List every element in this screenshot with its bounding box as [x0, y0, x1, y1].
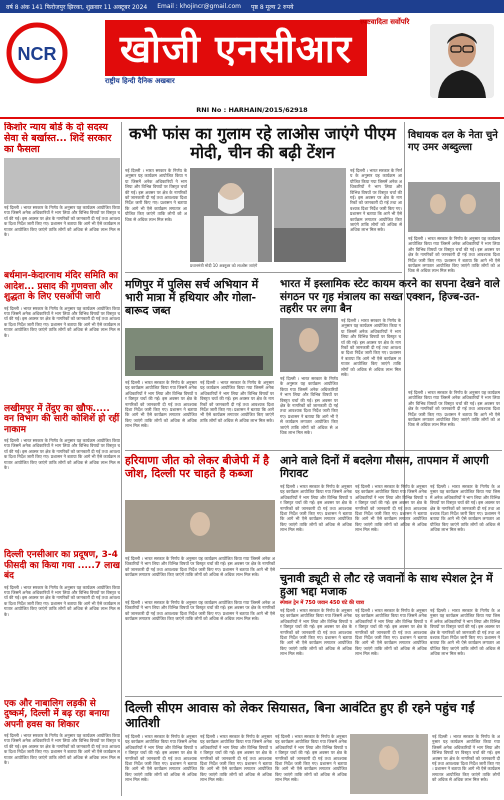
story2-headline: मणिपुर में पुलिस सर्च अभियान में भारी मात्रा में हथियार और गोला-बारूद जब्त: [125, 278, 259, 317]
left-headline-4: दिल्ली एनसीआर का प्रदूषण, 3-4 फीसदी का किया गया .....7 लाख बंद: [4, 550, 120, 581]
editor-photo: [430, 24, 494, 98]
lead-photo-2: [274, 168, 346, 262]
newspaper-title: खोजी एनसीआर: [105, 20, 367, 76]
right-headline: विधायक दल के नेता चुने गए उमर अब्दुल्ला: [408, 130, 498, 153]
news-photo: [4, 158, 120, 204]
lead-photo-modi: [190, 168, 272, 262]
story4-text: नई दिल्ली । भारत सरकार के निर्णय के अनुसार यह कार्यक्रम आयोजित किया गया जिसमें अनेक अधिकारियों ने भाग लिया और विभिन्न विषयों पर विस्तृत चर्चा की गई। इस अवसर पर क्षेत्र के नागरिकों को जानकारी दी गई तथा आवश्यक दिशा निर्देश जारी किए गए। प्रशासन ने बताया कि आगे भी ऐसे कार्यक्रम लगातार आयोजित किए जाएंगे ताकि लोगों को अधिक से अधिक लाभ मिल सके।: [280, 484, 352, 533]
story6-headline: चुनावी ड्यूटी से लौट रहे जवानों के साथ स्पेशल ट्रेन में हुआ भद्दा मजाक: [280, 572, 493, 598]
story6-text: नई दिल्ली । भारत सरकार के निर्णय के अनुसार यह कार्यक्रम आयोजित किया गया जिसमें अनेक अधिकारियों ने भाग लिया और विभिन्न विषयों पर विस्तृत चर्चा की गई। इस अवसर पर क्षेत्र के नागरिकों को जानकारी दी गई तथा आवश्यक दिशा निर्देश जारी किए गए। प्रशासन ने बताया कि आगे भी ऐसे कार्यक्रम लगातार आयोजित किए जाएंगे ताकि लोगों को अधिक से अधिक लाभ मिल सके।: [430, 608, 500, 657]
story6-text: नई दिल्ली । भारत सरकार के निर्णय के अनुसार यह कार्यक्रम आयोजित किया गया जिसमें अनेक अधिकारियों ने भाग लिया और विभिन्न विषयों पर विस्तृत चर्चा की गई। इस अवसर पर क्षेत्र के नागरिकों को जानकारी दी गई तथा आवश्यक दिशा निर्देश जारी किए गए। प्रशासन ने बताया कि आगे भी ऐसे कार्यक्रम लगातार आयोजित किए जाएंगे ताकि लोगों को अधिक से अधिक लाभ मिल सके।: [355, 608, 427, 657]
story3-text: नई दिल्ली । भारत सरकार के निर्णय के अनुसार यह कार्यक्रम आयोजित किया गया जिसमें अनेक अधिकारियों ने भाग लिया और विभिन्न विषयों पर विस्तृत चर्चा की गई। इस अवसर पर क्षेत्र के नागरिकों को जानकारी दी गई तथा आवश्यक दिशा निर्देश जारी किए गए। प्रशासन ने बताया कि आगे भी ऐसे कार्यक्रम लगातार आयोजित किए जाएंगे ताकि लोगों को अधिक से अधिक लाभ मिल सके।: [280, 376, 338, 436]
lead-text: नई दिल्ली । भारत सरकार के निर्णय के अनुसार यह कार्यक्रम आयोजित किया गया जिसमें अनेक अधिकारियों ने भाग लिया और विभिन्न विषयों पर विस्तृत चर्चा की गई। इस अवसर पर क्षेत्र के नागरिकों को जानकारी दी गई तथा आवश्यक दिशा निर्देश जारी किए गए। प्रशासन ने बताया कि आगे भी ऐसे कार्यक्रम लगातार आयोजित किए जाएंगे ताकि लोगों को अधिक से अधिक लाभ मिल सके।: [125, 168, 187, 222]
email-info: Email : khojincr@gmail.com: [157, 3, 241, 10]
rule: [125, 696, 502, 697]
article-text: नई दिल्ली । भारत सरकार के निर्णय के अनुसार यह कार्यक्रम आयोजित किया गया जिसमें अनेक अधिकारियों ने भाग लिया और विभिन्न विषयों पर विस्तृत चर्चा की गई। इस अवसर पर क्षेत्र के नागरिकों को जानकारी दी गई तथा आवश्यक दिशा निर्देश जारी किए गए। प्रशासन ने बताया कि आगे भी ऐसे कार्यक्रम लगातार आयोजित किए जाएंगे ताकि लोगों को अधिक से अधिक लाभ मिल सके।: [4, 438, 120, 471]
story3-text: नई दिल्ली । भारत सरकार के निर्णय के अनुसार यह कार्यक्रम आयोजित किया गया जिसमें अनेक अधिकारियों ने भाग लिया और विभिन्न विषयों पर विस्तृत चर्चा की गई। इस अवसर पर क्षेत्र के नागरिकों को जानकारी दी गई तथा आवश्यक दिशा निर्देश जारी किए गए। प्रशासन ने बताया कि आगे भी ऐसे कार्यक्रम लगातार आयोजित किए जाएंगे ताकि लोगों को अधिक से अधिक लाभ मिल सके।: [408, 390, 500, 428]
story5-text: नई दिल्ली । भारत सरकार के निर्णय के अनुसार यह कार्यक्रम आयोजित किया गया जिसमें अनेक अधिकारियों ने भाग लिया और विभिन्न विषयों पर विस्तृत चर्चा की गई। इस अवसर पर क्षेत्र के नागरिकों को जानकारी दी गई तथा आवश्यक दिशा निर्देश जारी किए गए। प्रशासन ने बताया कि आगे भी ऐसे कार्यक्रम लगातार आयोजित किए जाएंगे ताकि लोगों को अधिक से अधिक लाभ मिल सके।: [125, 556, 275, 578]
story7-text: नई दिल्ली । भारत सरकार के निर्णय के अनुसार यह कार्यक्रम आयोजित किया गया जिसमें अनेक अधिकारियों ने भाग लिया और विभिन्न विषयों पर विस्तृत चर्चा की गई। इस अवसर पर क्षेत्र के नागरिकों को जानकारी दी गई तथा आवश्यक दिशा निर्देश जारी किए गए। प्रशासन ने बताया कि आगे भी ऐसे कार्यक्रम लगातार आयोजित किए जाएंगे ताकि लोगों को अधिक से अधिक लाभ मिल सके।: [275, 734, 347, 783]
story4-text: नई दिल्ली । भारत सरकार के निर्णय के अनुसार यह कार्यक्रम आयोजित किया गया जिसमें अनेक अधिकारियों ने भाग लिया और विभिन्न विषयों पर विस्तृत चर्चा की गई। इस अवसर पर क्षेत्र के नागरिकों को जानकारी दी गई तथा आवश्यक दिशा निर्देश जारी किए गए। प्रशासन ने बताया कि आगे भी ऐसे कार्यक्रम लगातार आयोजित किए जाएंगे ताकि लोगों को अधिक से अधिक लाभ मिल सके।: [355, 484, 427, 533]
header-rule: [0, 117, 504, 119]
rule: [125, 272, 402, 273]
story4-headline: आने वाले दिनों में बदलेगा मौसम, तापमान में आएगी गिरावट: [280, 454, 489, 480]
lead-caption: प्रधानमंत्री मोदी 10 अक्टूबर को लाओस जाएंगे: [190, 263, 258, 268]
subtagline: राष्ट्रीय हिन्दी दैनिक अखबार: [105, 77, 175, 85]
article-text: नई दिल्ली । भारत सरकार के निर्णय के अनुसार यह कार्यक्रम आयोजित किया गया जिसमें अनेक अधिकारियों ने भाग लिया और विभिन्न विषयों पर विस्तृत चर्चा की गई। इस अवसर पर क्षेत्र के नागरिकों को जानकारी दी गई तथा आवश्यक दिशा निर्देश जारी किए गए। प्रशासन ने बताया कि आगे भी ऐसे कार्यक्रम लगातार आयोजित किए जाएंगे ताकि लोगों को अधिक से अधिक लाभ मिल सके।: [4, 584, 120, 617]
story5-headline: हरियाणा जीत को लेकर बीजेपी में है जोश, दिल्ली पर चाहते है कब्जा: [125, 454, 269, 480]
story3-photo: [280, 318, 338, 372]
newspaper-logo: [6, 22, 68, 84]
left-column: [4, 122, 120, 796]
story2-text: नई दिल्ली । भारत सरकार के निर्णय के अनुसार यह कार्यक्रम आयोजित किया गया जिसमें अनेक अधिकारियों ने भाग लिया और विभिन्न विषयों पर विस्तृत चर्चा की गई। इस अवसर पर क्षेत्र के नागरिकों को जानकारी दी गई तथा आवश्यक दिशा निर्देश जारी किए गए। प्रशासन ने बताया कि आगे भी ऐसे कार्यक्रम लगातार आयोजित किए जाएंगे ताकि लोगों को अधिक से अधिक लाभ मिल सके।: [125, 380, 197, 429]
story7-text: नई दिल्ली । भारत सरकार के निर्णय के अनुसार यह कार्यक्रम आयोजित किया गया जिसमें अनेक अधिकारियों ने भाग लिया और विभिन्न विषयों पर विस्तृत चर्चा की गई। इस अवसर पर क्षेत्र के नागरिकों को जानकारी दी गई तथा आवश्यक दिशा निर्देश जारी किए गए। प्रशासन ने बताया कि आगे भी ऐसे कार्यक्रम लगातार आयोजित किए जाएंगे ताकि लोगों को अधिक से अधिक लाभ मिल सके।: [125, 734, 197, 783]
rule: [280, 568, 502, 569]
story7-headline: दिल्ली सीएम आवास को लेकर सियासत, बिना आवंटित हुए ही रहने पहुंच गईं आतिशी: [125, 700, 475, 730]
lead-text: नई दिल्ली । भारत सरकार के निर्णय के अनुसार यह कार्यक्रम आयोजित किया गया जिसमें अनेक अधिकारियों ने भाग लिया और विभिन्न विषयों पर विस्तृत चर्चा की गई। इस अवसर पर क्षेत्र के नागरिकों को जानकारी दी गई तथा आवश्यक दिशा निर्देश जारी किए गए। प्रशासन ने बताया कि आगे भी ऐसे कार्यक्रम लगातार आयोजित किए जाएंगे ताकि लोगों को अधिक से अधिक लाभ मिल सके।: [350, 168, 402, 233]
left-headline-1: किशोर न्याय बोर्ड के दो सदस्य सेवा से बर्खास्त... शिदें सरकार का फैसला: [4, 122, 112, 155]
lead-headline: कभी फांस का गुलाम रहे लाओस जाएंगे पीएम मोदी, चीन की बढ़ी टेंशन: [129, 124, 396, 162]
tagline: स्पष्टवादिता सर्वोपरि: [360, 18, 410, 26]
story7-photo: [350, 734, 428, 794]
story5-text: नई दिल्ली । भारत सरकार के निर्णय के अनुसार यह कार्यक्रम आयोजित किया गया जिसमें अनेक अधिकारियों ने भाग लिया और विभिन्न विषयों पर विस्तृत चर्चा की गई। इस अवसर पर क्षेत्र के नागरिकों को जानकारी दी गई तथा आवश्यक दिशा निर्देश जारी किए गए। प्रशासन ने बताया कि आगे भी ऐसे कार्यक्रम लगातार आयोजित किए जाएंगे ताकि लोगों को अधिक से अधिक लाभ मिल सके।: [125, 600, 275, 622]
right-photo: [408, 182, 500, 232]
story7-text: नई दिल्ली । भारत सरकार के निर्णय के अनुसार यह कार्यक्रम आयोजित किया गया जिसमें अनेक अधिकारियों ने भाग लिया और विभिन्न विषयों पर विस्तृत चर्चा की गई। इस अवसर पर क्षेत्र के नागरिकों को जानकारी दी गई तथा आवश्यक दिशा निर्देश जारी किए गए। प्रशासन ने बताया कि आगे भी ऐसे कार्यक्रम लगातार आयोजित किए जाएंगे ताकि लोगों को अधिक से अधिक लाभ मिल सके।: [432, 734, 500, 783]
logo-text: NCR: [17, 44, 57, 64]
rni-number: RNI No : HARHAIN/2015/62918: [196, 106, 308, 114]
story2-text: नई दिल्ली । भारत सरकार के निर्णय के अनुसार यह कार्यक्रम आयोजित किया गया जिसमें अनेक अधिकारियों ने भाग लिया और विभिन्न विषयों पर विस्तृत चर्चा की गई। इस अवसर पर क्षेत्र के नागरिकों को जानकारी दी गई तथा आवश्यक दिशा निर्देश जारी किए गए। प्रशासन ने बताया कि आगे भी ऐसे कार्यक्रम लगातार आयोजित किए जाएंगे ताकि लोगों को अधिक से अधिक लाभ मिल सके।: [200, 380, 274, 423]
column-divider: [121, 122, 122, 796]
article-text: नई दिल्ली । भारत सरकार के निर्णय के अनुसार यह कार्यक्रम आयोजित किया गया जिसमें अनेक अधिकारियों ने भाग लिया और विभिन्न विषयों पर विस्तृत चर्चा की गई। इस अवसर पर क्षेत्र के नागरिकों को जानकारी दी गई तथा आवश्यक दिशा निर्देश जारी किए गए। प्रशासन ने बताया कि आगे भी ऐसे कार्यक्रम लगातार आयोजित किए जाएंगे ताकि लोगों को अधिक से अधिक लाभ मिल सके।: [4, 305, 120, 338]
story6-text: नई दिल्ली । भारत सरकार के निर्णय के अनुसार यह कार्यक्रम आयोजित किया गया जिसमें अनेक अधिकारियों ने भाग लिया और विभिन्न विषयों पर विस्तृत चर्चा की गई। इस अवसर पर क्षेत्र के नागरिकों को जानकारी दी गई तथा आवश्यक दिशा निर्देश जारी किए गए। प्रशासन ने बताया कि आगे भी ऐसे कार्यक्रम लगातार आयोजित किए जाएंगे ताकि लोगों को अधिक से अधिक लाभ मिल सके।: [280, 608, 352, 657]
story3-headline: भारत में इस्लामिक स्टेट कायम करने का सपना देखने वाले संगठन पर गृह मंत्रालय का सख्त एक्शन, हिज्ब-उत-तहरीर पर लगा बैन: [280, 278, 500, 315]
price-info: पृष्ठ 8 मूल्य 2 रुपये: [250, 3, 294, 11]
story3-text: नई दिल्ली । भारत सरकार के निर्णय के अनुसार यह कार्यक्रम आयोजित किया गया जिसमें अनेक अधिकारियों ने भाग लिया और विभिन्न विषयों पर विस्तृत चर्चा की गई। इस अवसर पर क्षेत्र के नागरिकों को जानकारी दी गई तथा आवश्यक दिशा निर्देश जारी किए गए। प्रशासन ने बताया कि आगे भी ऐसे कार्यक्रम लगातार आयोजित किए जाएंगे ताकि लोगों को अधिक से अधिक लाभ मिल सके।: [341, 318, 401, 378]
story4-text: नई दिल्ली । भारत सरकार के निर्णय के अनुसार यह कार्यक्रम आयोजित किया गया जिसमें अनेक अधिकारियों ने भाग लिया और विभिन्न विषयों पर विस्तृत चर्चा की गई। इस अवसर पर क्षेत्र के नागरिकों को जानकारी दी गई तथा आवश्यक दिशा निर्देश जारी किए गए। प्रशासन ने बताया कि आगे भी ऐसे कार्यक्रम लगातार आयोजित किए जाएंगे ताकि लोगों को अधिक से अधिक लाभ मिल सके।: [430, 484, 500, 533]
weapons-photo: [125, 328, 273, 376]
article-text: नई दिल्ली । भारत सरकार के निर्णय के अनुसार यह कार्यक्रम आयोजित किया गया जिसमें अनेक अधिकारियों ने भाग लिया और विभिन्न विषयों पर विस्तृत चर्चा की गई। इस अवसर पर क्षेत्र के नागरिकों को जानकारी दी गई तथा आवश्यक दिशा निर्देश जारी किए गए। प्रशासन ने बताया कि आगे भी ऐसे कार्यक्रम लगातार आयोजित किए जाएंगे ताकि लोगों को अधिक से अधिक लाभ मिल सके।: [4, 205, 120, 238]
rule: [125, 450, 502, 451]
left-headline-5: एक और नाबालिग लड़की से दुष्कर्म, दिल्ली में बढ़ रहा बनाया अपनी हवस का शिकार: [4, 698, 110, 730]
left-headline-3: लखीमपुर में तेंदुए का खौफ..... वन विभाग की सारी कोशिशें हो रहीं नाकाम: [4, 403, 120, 435]
article-text: नई दिल्ली । भारत सरकार के निर्णय के अनुसार यह कार्यक्रम आयोजित किया गया जिसमें अनेक अधिकारियों ने भाग लिया और विभिन्न विषयों पर विस्तृत चर्चा की गई। इस अवसर पर क्षेत्र के नागरिकों को जानकारी दी गई तथा आवश्यक दिशा निर्देश जारी किए गए। प्रशासन ने बताया कि आगे भी ऐसे कार्यक्रम लगातार आयोजित किए जाएंगे ताकि लोगों को अधिक से अधिक लाभ मिल सके।: [4, 733, 120, 766]
story6-kicker: स्पेशल ट्रेन में 750 जवान 450 घंटे की यात्रा: [280, 600, 365, 606]
left-headline-2: बर्धमान-केदारनाथ मंदिर समिति का आदेश... प्रसाद की गुणवत्ता और शुद्धता के लिए एसओपी जारी: [4, 271, 118, 302]
right-text: नई दिल्ली । भारत सरकार के निर्णय के अनुसार यह कार्यक्रम आयोजित किया गया जिसमें अनेक अधिकारियों ने भाग लिया और विभिन्न विषयों पर विस्तृत चर्चा की गई। इस अवसर पर क्षेत्र के नागरिकों को जानकारी दी गई तथा आवश्यक दिशा निर्देश जारी किए गए। प्रशासन ने बताया कि आगे भी ऐसे कार्यक्रम लगातार आयोजित किए जाएंगे ताकि लोगों को अधिक से अधिक लाभ मिल सके।: [408, 236, 500, 274]
story7-text: नई दिल्ली । भारत सरकार के निर्णय के अनुसार यह कार्यक्रम आयोजित किया गया जिसमें अनेक अधिकारियों ने भाग लिया और विभिन्न विषयों पर विस्तृत चर्चा की गई। इस अवसर पर क्षेत्र के नागरिकों को जानकारी दी गई तथा आवश्यक दिशा निर्देश जारी किए गए। प्रशासन ने बताया कि आगे भी ऐसे कार्यक्रम लगातार आयोजित किए जाएंगे ताकि लोगों को अधिक से अधिक लाभ मिल सके।: [200, 734, 272, 783]
story5-photo: [125, 500, 275, 552]
issue-info: वर्ष 8 अंक 141 फिरोजपुर झिरका, शुक्रवार 11 अक्टूबर 2024: [6, 3, 148, 11]
date-bar: [0, 0, 504, 13]
